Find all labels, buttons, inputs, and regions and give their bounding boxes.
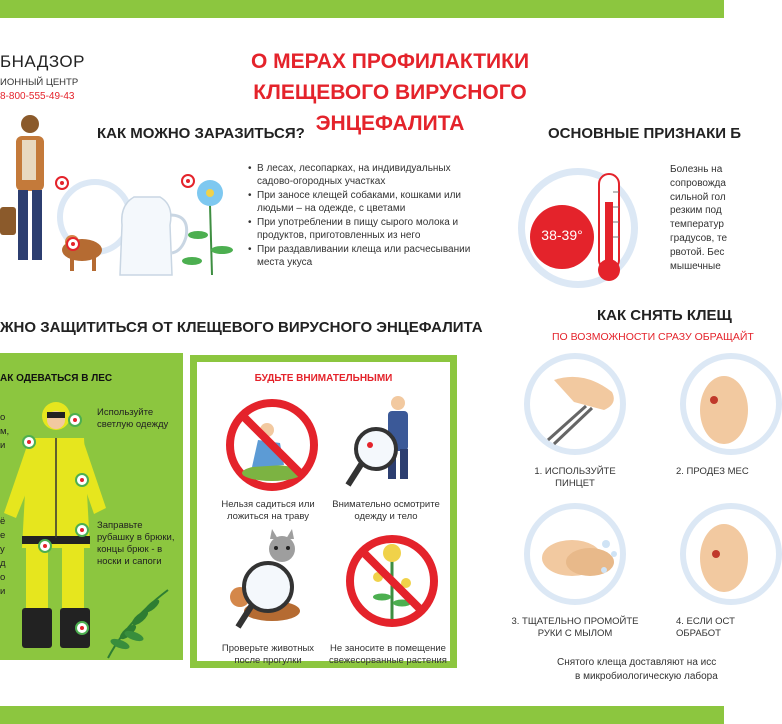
caption-inspect: Внимательно осмотрите одежду и тело	[332, 499, 440, 522]
symptoms-line: сильной гол	[670, 191, 726, 203]
suit-marker-belt	[75, 523, 89, 537]
removal-heading: КАК СНЯТЬ КЛЕЩ	[597, 307, 732, 324]
no-plants-sign	[342, 531, 442, 631]
symptoms-line: резким под	[670, 205, 722, 217]
dress-fragment: е	[0, 530, 6, 541]
no-sitting-sign	[222, 395, 322, 495]
wound-treatment-icon	[686, 370, 730, 450]
symptoms-line: температур	[670, 219, 724, 231]
dress-fragment: и	[0, 440, 6, 451]
top-green-bar	[0, 0, 724, 18]
dress-fragment: о	[0, 572, 6, 583]
attention-panel	[190, 355, 457, 668]
fern-plant-illustration	[98, 580, 178, 660]
dress-left-fragments	[0, 411, 8, 599]
caption-no-plants: Не заносите в помещение свежесорванные растения	[329, 643, 447, 666]
tick-marker-flowers	[181, 174, 195, 188]
tick-marker-shoulder	[55, 176, 69, 190]
dress-note-tuck-in: Заправьте рубашку в брюки, концы брюк - в носки и сапоги	[97, 520, 175, 567]
dress-fragment: у	[0, 544, 5, 555]
removal-subheading: ПО ВОЗМОЖНОСТИ СРАЗУ ОБРАЩАЙТ	[552, 331, 754, 343]
title-line-2: КЛЕЩЕВОГО ВИРУСНОГО ЭНЦЕФАЛИТА	[253, 81, 527, 135]
caption-no-sitting: Нельзя садиться или ложиться на траву	[221, 499, 315, 522]
title-line-1: О МЕРАХ ПРОФИЛАКТИКИ	[250, 50, 530, 73]
suit-marker-collar	[68, 413, 82, 427]
dress-fragment: и	[0, 586, 6, 597]
suit-marker-waist	[38, 539, 52, 553]
tweezers-icon	[534, 370, 624, 450]
infection-heading: КАК МОЖНО ЗАРАЗИТЬСЯ?	[97, 125, 305, 142]
step-2-caption: 2. ПРОДЕЗ МЕС	[676, 466, 749, 477]
removal-footer-2: в микробиологическую лабора	[575, 671, 718, 682]
dress-heading: АК ОДЕВАТЬСЯ В ЛЕС	[0, 373, 113, 384]
inspect-body-illustration	[340, 391, 430, 495]
attention-heading: БУДЬТЕ ВНИМАТЕЛЬНЫМИ	[254, 373, 393, 384]
infection-item: • При употреблении в пищу сырого молока и продуктов, приготовленных из него	[248, 217, 473, 242]
disinfect-icon	[686, 518, 730, 598]
thermometer-icon	[594, 172, 624, 284]
infection-item: • В лесах, лесопарках, на индивидуальных садово-огородных участках	[248, 163, 473, 188]
org-phone: 8-800-555-49-43	[0, 91, 75, 102]
hand-washing-icon	[534, 522, 624, 592]
infection-item: • При раздавливании клеща или расчесывании места укуса	[248, 244, 473, 269]
symptoms-heading: ОСНОВНЫЕ ПРИЗНАКИ Б	[548, 125, 742, 142]
symptoms-text	[670, 163, 728, 273]
symptoms-line: мышечные	[670, 260, 721, 272]
tick-marker-dog	[66, 237, 80, 251]
milk-and-flowers-illustration	[112, 165, 242, 285]
dress-fragment: м,	[0, 426, 10, 437]
dress-fragment: д	[0, 558, 6, 569]
protective-suit-illustration	[0, 398, 110, 648]
symptoms-line: Болезнь на	[670, 164, 723, 175]
dress-note-light-clothes: Используйте светлую одежду	[97, 407, 169, 430]
infection-item: • При заносе клещей собаками, кошками или людьми – на одежде, с цветами	[248, 190, 473, 215]
step-4-caption: 4. ЕСЛИ ОСТ ОБРАБОТ	[676, 616, 735, 639]
dress-panel	[0, 353, 183, 660]
man-with-dog-illustration	[0, 112, 120, 287]
symptoms-line: сопровожда	[670, 177, 726, 189]
symptoms-line: градусов, те	[670, 232, 728, 244]
check-pets-illustration	[212, 531, 322, 635]
org-name: БНАДЗОР	[0, 52, 85, 71]
removal-footer-1: Снятого клеща доставляют на исс	[557, 657, 717, 668]
bottom-green-bar	[0, 706, 724, 724]
suit-marker-chest	[22, 435, 36, 449]
org-center: ИОННЫЙ ЦЕНТР	[0, 77, 79, 88]
suit-marker-wrist	[75, 473, 89, 487]
dress-fragment: ё	[0, 516, 6, 527]
infection-list	[248, 163, 473, 269]
suit-marker-boot	[75, 621, 89, 635]
symptoms-line: рвотой. Бес	[670, 246, 725, 258]
dress-fragment: о	[0, 412, 6, 423]
caption-check-pets: Проверьте животных после прогулки	[221, 643, 315, 666]
protect-heading: ЖНО ЗАЩИТИТЬСЯ ОТ КЛЕЩЕВОГО ВИРУСНОГО ЭНЦЕФАЛИТА	[0, 319, 483, 336]
temperature-value: 38-39°	[541, 227, 583, 243]
step-1-caption: 1. ИСПОЛЬЗУЙТЕ ПИНЦЕТ	[534, 466, 616, 489]
step-3-caption: 3. ТЩАТЕЛЬНО ПРОМОЙТЕ РУКИ С МЫЛОМ	[511, 616, 639, 639]
